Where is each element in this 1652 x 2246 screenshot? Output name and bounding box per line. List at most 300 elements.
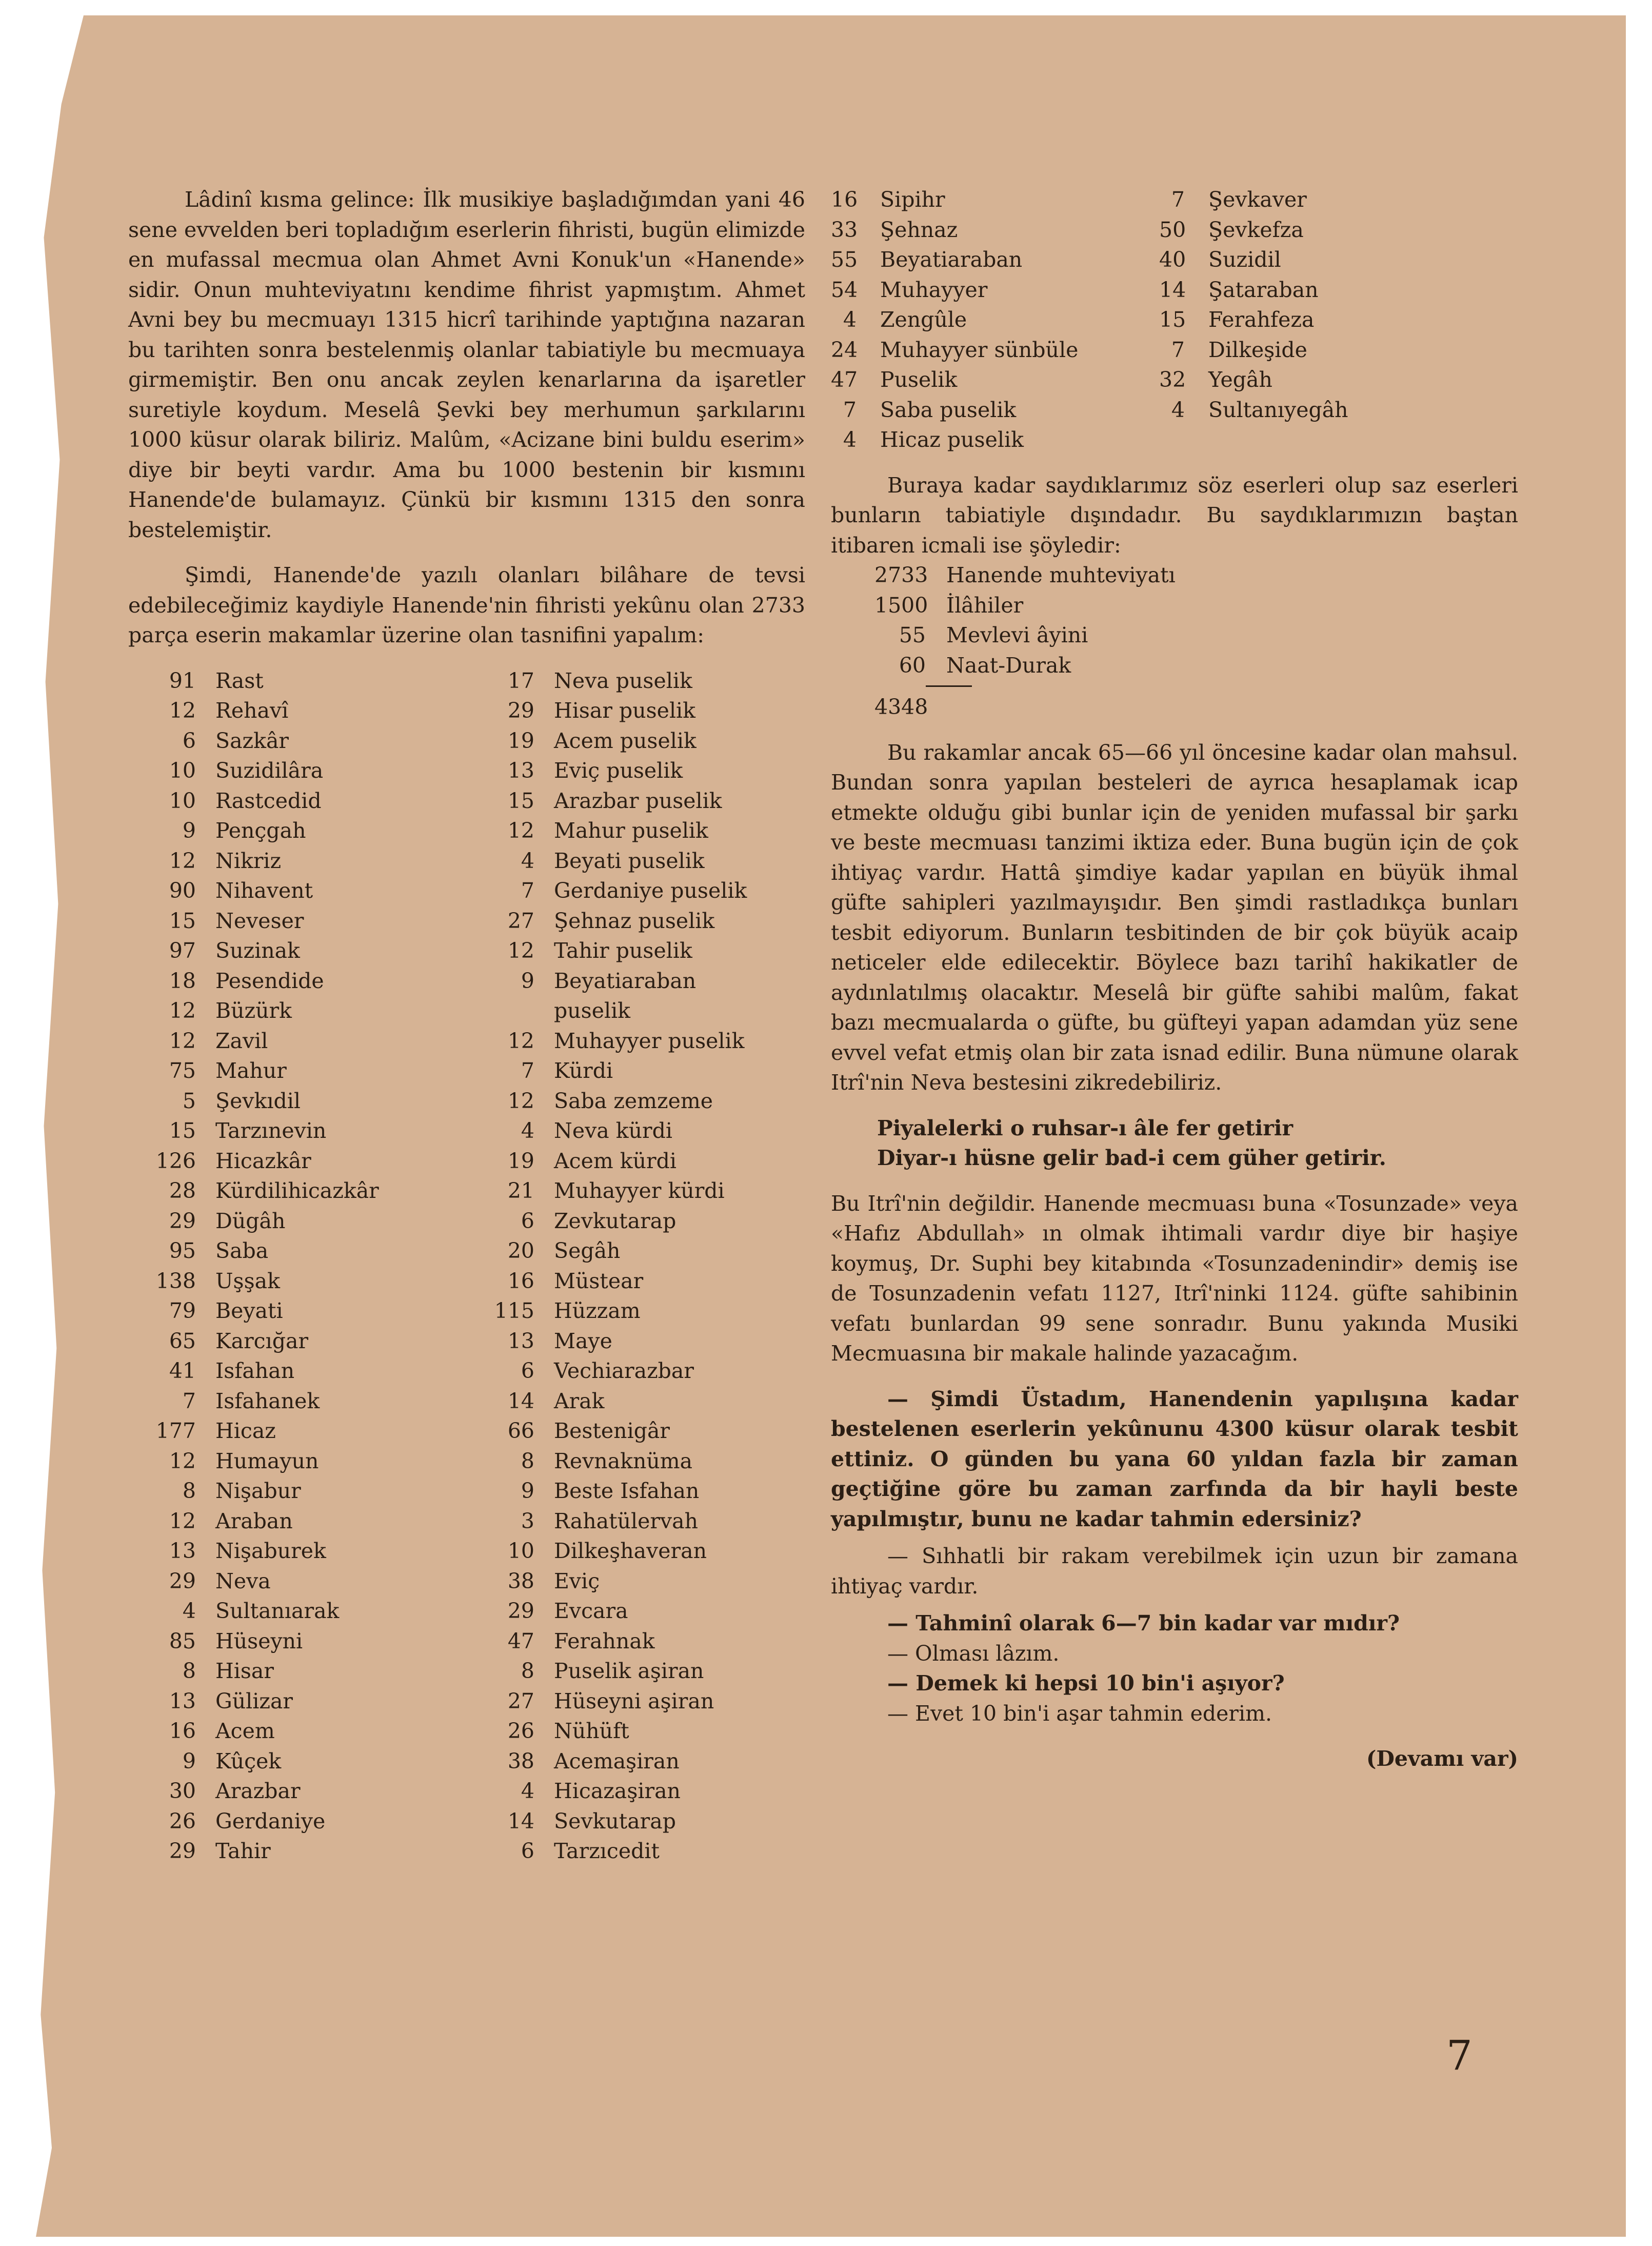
row-makam-name: Ferahnak: [554, 1628, 655, 1653]
table-row: [487, 1116, 805, 1146]
row-count: 9: [521, 1479, 534, 1503]
row-makam-name: Nişaburek: [215, 1539, 326, 1563]
row-count: 12: [507, 1028, 534, 1053]
row-makam-name: Pençgah: [215, 818, 306, 843]
row-count: 41: [169, 1358, 196, 1383]
row-count: 79: [169, 1298, 196, 1323]
row-makam-name: Hüseyni aşiran: [554, 1688, 714, 1713]
row-makam-name: Nihavent: [215, 878, 313, 903]
table-row: [487, 756, 805, 786]
table-row: [487, 936, 805, 966]
table-row: [149, 1326, 467, 1356]
table-row: [487, 1326, 805, 1356]
row-makam-name: Tahir: [215, 1839, 271, 1863]
row-count: 13: [169, 1539, 196, 1563]
table-row: [149, 996, 467, 1026]
table-row: [149, 1086, 467, 1116]
row-count: 14: [507, 1808, 534, 1834]
row-count: 15: [169, 908, 196, 933]
table-row: [831, 305, 1159, 335]
row-count: 8: [521, 1659, 534, 1683]
table-row: [1159, 275, 1518, 305]
row-makam-name: Beyati: [215, 1298, 283, 1323]
row-count: 13: [169, 1688, 196, 1713]
row-makam-name: Beyati puselik: [554, 848, 705, 873]
table-row: [1159, 365, 1518, 395]
paragraph-numbers: Bu rakamlar ancak 65—66 yıl öncesine kadar olan mahsul. Bundan sonra yapılan besteleri de ayrıca hesaplamak icap etmekte olduğu gibi bunlar için de yeniden mufassal bir şarkı ve beste mecmuası tanzimi iktiza eder. Buna bugün için de çok ihtiyaç vardır. Hattâ şimdiye kadar yapılan en büyük ihmal güfte sahipleri yazılmayışıdır. Ben şimdi rastladıkça bunları tesbit ediyorum. Bunların tesbitinden de bir çok büyük acaip neticeler elde edilecektir. Böylece bazı tarihî hakikatler de aydınlatılmış olacaktır. Meselâ bir güfte sahibi malûm, fakat bazı mecmualarda o güfte, bu güfteyi yapan adamdan yüz sene evvel vefat etmiş olan bir zata isnad edilir. Buna nümune olarak Itrî'nin Neva bestesini zikredebiliriz.: [831, 740, 1518, 1095]
row-count: 29: [169, 1568, 196, 1593]
row-count: 12: [507, 1088, 534, 1113]
row-count: 18: [169, 968, 196, 993]
row-count: 14: [1159, 277, 1186, 302]
question-3: — Demek ki hepsi 10 bin'i aşıyor?: [887, 1671, 1285, 1696]
row-makam-name: Karcığar: [215, 1328, 309, 1353]
table-row: [149, 786, 467, 816]
row-makam-name: Acem: [215, 1719, 275, 1743]
row-count: 28: [169, 1178, 196, 1203]
table-row: [487, 1746, 805, 1777]
intro-paragraph: Lâdinî kısma gelince: İlk musikiye başladığımdan yani 46 sene evvelden beri topladığım eserlerin fihristi, bugün elimizde en mufassal mecmua olan Ahmet Avni Konuk'un «Hanende» sidir. Onun muhteviyatını kendime fihrist yapmıştım. Ahmet Avni bey bu mecmuayı 1315 hicrî tarihinde yaptığına nazaran bu tarihten sonra bestelenmiş olanlar tabiatiyle bu mecmuaya girmemiştir. Ben onu ancak zeylen kenarlarına da işaretler suretiyle koydum. Meselâ Şevki bey merhumun şarkılarını 1000 küsur olarak biliriz. Malûm, «Acizane bini buldu eserim» diye bir beyti vardır. Ama bu 1000 bestenin bir kısmını Hanende'de bulamayız. Çünkü bir kısmını 1315 den sonra bestelemiştir.: [128, 187, 805, 542]
row-count: 138: [155, 1268, 196, 1293]
table-row: [487, 996, 805, 1026]
row-makam-name: Hüzzam: [554, 1298, 641, 1323]
table-row: [831, 425, 1159, 455]
row-makam-name: Arazbar: [215, 1779, 301, 1803]
row-count: 66: [507, 1418, 534, 1443]
row-count: 29: [169, 1208, 196, 1233]
row-makam-name: Müstear: [554, 1268, 644, 1293]
paragraph-itri: Bu Itrî'nin değildir. Hanende mecmuası buna «Tosunzade» veya «Hafız Abdullah» ın olmak ihtimali vardır diye bir haşiye koymuş, Dr. Suphi bey kitabında «Tosunzadenindir» demiş ise de Tosunzadenin vefatı 1127, Itrî'ninki 1124. güfte sahibinin vefatı bunlardan 99 sene sonradır. Bunu yakında Musiki Mecmuasına bir makale halinde yazacağım.: [831, 1191, 1518, 1366]
row-count: 15: [507, 788, 534, 813]
row-count: 32: [1159, 367, 1186, 392]
row-count: 7: [521, 878, 534, 903]
row-count: 16: [507, 1268, 534, 1293]
row-count: 177: [155, 1418, 196, 1443]
table-row: [487, 1146, 805, 1176]
row-count: 5: [182, 1088, 196, 1113]
row-makam-name: Tarzıcedit: [554, 1839, 660, 1863]
row-count: 12: [507, 818, 534, 843]
table-row: [487, 1446, 805, 1476]
table-row: [487, 1416, 805, 1446]
right-column: [831, 185, 1518, 1774]
table-row: [149, 1596, 467, 1626]
row-count: 8: [182, 1659, 196, 1683]
table-row: [874, 590, 1518, 621]
row-makam-name: Isfahanek: [215, 1388, 320, 1413]
row-count: 4: [521, 1118, 534, 1143]
row-makam-name: Hisar: [215, 1659, 274, 1683]
row-makam-name: Arak: [554, 1388, 605, 1413]
row-makam-name: Neva kürdi: [554, 1118, 672, 1143]
row-count: 55: [899, 623, 926, 647]
row-count: 7: [1171, 187, 1185, 212]
table-row: [487, 1056, 805, 1086]
row-makam-name: Muhayyer: [880, 277, 988, 302]
poem-line-1: Piyalelerki o ruhsar-ı âle fer getirir: [877, 1115, 1293, 1140]
row-count: 29: [507, 698, 534, 723]
row-count: 12: [169, 698, 196, 723]
row-makam-name: Beyatiaraban: [880, 247, 1023, 272]
row-count: 50: [1159, 217, 1186, 242]
row-count: 15: [1159, 307, 1186, 332]
table-row: [487, 1596, 805, 1626]
row-count: 90: [169, 878, 196, 903]
row-makam-name: Pesendide: [215, 968, 324, 993]
row-count: 24: [831, 337, 858, 362]
page-number: 7: [1446, 2032, 1472, 2079]
row-count: 12: [169, 1028, 196, 1053]
row-count: 95: [169, 1238, 196, 1263]
table-row: [149, 1806, 467, 1837]
table-row: [831, 245, 1159, 275]
row-count: 29: [507, 1599, 534, 1623]
table-row: [487, 1086, 805, 1116]
question-1: — Şimdi Üstadım, Hanendenin yapılışına kadar bestelenen eserlerin yekûnunu 4300 küsur olarak tesbit ettiniz. O günden bu yana 60 yıldan fazla bir zaman geçtiğine göre bu zaman zarfında da bir hayli beste yapılmıştır, bunu ne kadar tahmin edersiniz?: [831, 1386, 1518, 1531]
row-count: 17: [507, 668, 534, 693]
table-row: [149, 1356, 467, 1386]
row-makam-name: Muhayyer puselik: [554, 1028, 745, 1053]
row-makam-name: Dilkeşide: [1208, 337, 1307, 362]
row-count: 85: [169, 1628, 196, 1653]
makam-table-col-2: [487, 666, 805, 1866]
row-makam-name: Mevlevi âyini: [946, 623, 1088, 647]
table-row: [487, 876, 805, 906]
table-row: [487, 1506, 805, 1536]
row-makam-name: Şehnaz: [880, 217, 958, 242]
table-row: [487, 1776, 805, 1806]
table-row: [149, 1656, 467, 1686]
table-row: [1159, 245, 1518, 275]
row-makam-name: Araban: [215, 1508, 293, 1533]
table-row: [487, 696, 805, 726]
table-row: [487, 1566, 805, 1597]
table-row: [149, 1476, 467, 1506]
table-row: [487, 1686, 805, 1717]
row-count: 7: [521, 1058, 534, 1083]
row-count: 26: [507, 1719, 534, 1743]
row-makam-name: Isfahan: [215, 1358, 295, 1383]
row-makam-name: Suzidil: [1208, 247, 1281, 272]
row-makam-name: Gerdaniye puselik: [554, 878, 747, 903]
question-2: — Tahminî olarak 6—7 bin kadar var mıdır?: [887, 1611, 1400, 1636]
row-makam-name: Mahur puselik: [554, 818, 708, 843]
row-makam-name: Muhayyer sünbüle: [880, 337, 1079, 362]
table-row: [487, 666, 805, 696]
table-row: [487, 1266, 805, 1296]
grand-total: 4348: [874, 695, 928, 719]
table-row: [487, 846, 805, 876]
row-makam-name: Nühüft: [554, 1719, 629, 1743]
row-makam-name: Sipihr: [880, 187, 945, 212]
makam-table-col-1: [149, 666, 467, 1866]
table-row: [149, 1266, 467, 1296]
row-count: 13: [507, 1328, 534, 1353]
row-makam-name: Kürdi: [554, 1058, 613, 1083]
row-count: 6: [182, 728, 196, 753]
row-count: 8: [182, 1479, 196, 1503]
row-makam-name: Hisar puselik: [554, 698, 696, 723]
row-count: 54: [831, 277, 858, 302]
table-row: [149, 1416, 467, 1446]
row-makam-name: Şevkefza: [1208, 217, 1304, 242]
row-makam-name: puselik: [554, 998, 631, 1023]
table-row: [149, 1566, 467, 1597]
table-row: [831, 215, 1159, 245]
row-count: 4: [843, 307, 857, 332]
row-makam-name: Şevkıdil: [215, 1088, 301, 1113]
table-row: [1159, 185, 1518, 215]
table-row: [874, 620, 1518, 651]
row-count: 2733: [874, 563, 928, 587]
row-makam-name: Revnaknüma: [554, 1448, 693, 1473]
row-makam-name: Şehnaz puselik: [554, 908, 715, 933]
row-count: 60: [899, 653, 926, 678]
table-row: [487, 786, 805, 816]
row-count: 4: [182, 1599, 196, 1623]
table-row: [149, 1746, 467, 1777]
row-count: 7: [182, 1388, 196, 1413]
answer-3: — Evet 10 bin'i aşar tahmin ederim.: [887, 1701, 1272, 1726]
makam-table-right: [831, 185, 1518, 455]
table-row: [149, 906, 467, 936]
table-row: [487, 1026, 805, 1056]
row-count: 91: [169, 668, 196, 693]
totals-list: [831, 560, 1518, 722]
table-row: [149, 1686, 467, 1717]
row-makam-name: Kûçek: [215, 1748, 282, 1774]
table-row: [149, 1536, 467, 1566]
summary-intro: Buraya kadar saydıklarımız söz eserleri olup saz eserleri bunların tabiatiyle dışındadır. Bu saydıklarımızın baştan itibaren icmali ise şöyledir:: [831, 472, 1518, 558]
second-paragraph: Şimdi, Hanende'de yazılı olanları bilâhare de tevsi edebileceğimiz kaydiyle Hanende'nin fihristi yekûnu olan 2733 parça eserin makamlar üzerine olan tasnifini yapalım:: [128, 563, 805, 647]
table-row: [487, 1806, 805, 1837]
table-row: [487, 1386, 805, 1416]
table-row: [149, 966, 467, 996]
row-count: 27: [507, 908, 534, 933]
row-makam-name: Kürdilihicazkâr: [215, 1178, 379, 1203]
row-count: 9: [182, 818, 196, 843]
row-count: 97: [169, 938, 196, 963]
row-count: 4: [521, 1779, 534, 1803]
row-count: 38: [507, 1748, 534, 1774]
row-count: 33: [831, 217, 858, 242]
row-makam-name: Neveser: [215, 908, 304, 933]
table-row: [149, 1026, 467, 1056]
row-count: 65: [169, 1328, 196, 1353]
row-makam-name: Tahir puselik: [554, 938, 692, 963]
row-makam-name: Rast: [215, 668, 264, 693]
table-row: [149, 1506, 467, 1536]
row-count: 47: [831, 367, 858, 392]
row-count: 26: [169, 1808, 196, 1834]
row-makam-name: Vechiarazbar: [554, 1358, 694, 1383]
row-count: 4: [521, 848, 534, 873]
row-makam-name: İlâhiler: [946, 593, 1024, 618]
row-makam-name: Muhayyer kürdi: [554, 1178, 725, 1203]
row-count: 27: [507, 1688, 534, 1713]
row-count: 75: [169, 1058, 196, 1083]
row-count: 115: [494, 1298, 534, 1323]
sum-line: [926, 685, 972, 687]
row-count: 8: [521, 1448, 534, 1473]
table-row: [831, 335, 1159, 365]
row-count: 7: [1171, 337, 1185, 362]
row-makam-name: Gerdaniye: [215, 1808, 326, 1834]
table-row: [874, 651, 1518, 681]
row-makam-name: Sazkâr: [215, 728, 289, 753]
row-makam-name: Acemaşiran: [554, 1748, 680, 1774]
row-makam-name: Suzidilâra: [215, 758, 324, 783]
row-makam-name: Nişabur: [215, 1479, 301, 1503]
row-count: 40: [1159, 247, 1186, 272]
table-row: [149, 846, 467, 876]
row-makam-name: Dilkeşhaveran: [554, 1539, 707, 1563]
row-makam-name: Uşşak: [215, 1268, 280, 1293]
row-makam-name: Sevkutarap: [554, 1808, 676, 1834]
row-makam-name: Humayun: [215, 1448, 319, 1473]
table-row: [487, 1476, 805, 1506]
row-count: 6: [521, 1839, 534, 1863]
table-row: [831, 395, 1159, 425]
poem-line-2: Diyar-ı hüsne gelir bad-i cem güher getirir.: [877, 1146, 1386, 1170]
row-makam-name: Rehavî: [215, 698, 289, 723]
table-row: [1159, 395, 1518, 425]
makam-table-col-3: [831, 185, 1159, 455]
row-makam-name: Suzinak: [215, 938, 300, 963]
table-row: [1159, 335, 1518, 365]
row-makam-name: Hüseyni: [215, 1628, 303, 1653]
row-makam-name: Naat-Durak: [946, 653, 1071, 678]
row-makam-name: Puselik: [880, 367, 958, 392]
left-column: [128, 185, 805, 1866]
row-makam-name: Gülizar: [215, 1688, 293, 1713]
table-row: [149, 816, 467, 846]
table-row: [149, 1776, 467, 1806]
row-count: 21: [507, 1178, 534, 1203]
table-row: [487, 1536, 805, 1566]
row-makam-name: Hicazkâr: [215, 1148, 311, 1173]
table-row: [149, 876, 467, 906]
table-row: [149, 1116, 467, 1146]
row-makam-name: Nikriz: [215, 848, 282, 873]
row-count: 12: [169, 848, 196, 873]
row-count: 10: [169, 788, 196, 813]
table-row: [1159, 305, 1518, 335]
row-count: 15: [169, 1118, 196, 1143]
makam-table: [128, 666, 805, 1866]
table-row: [487, 1626, 805, 1657]
row-makam-name: Rahatülervah: [554, 1508, 698, 1533]
row-makam-name: Neva puselik: [554, 668, 692, 693]
table-row: [149, 1236, 467, 1266]
row-count: 6: [521, 1358, 534, 1383]
row-count: 30: [169, 1779, 196, 1803]
table-row: [487, 1236, 805, 1266]
row-makam-name: Neva: [215, 1568, 271, 1593]
row-count: 6: [521, 1208, 534, 1233]
row-count: 1500: [874, 593, 928, 618]
table-row: [149, 696, 467, 726]
table-row: [831, 275, 1159, 305]
row-makam-name: Acem puselik: [554, 728, 696, 753]
row-makam-name: Hicaz: [215, 1418, 276, 1443]
row-makam-name: Beste Isfahan: [554, 1479, 700, 1503]
row-count: 9: [521, 968, 534, 993]
table-row: [149, 1836, 467, 1866]
table-row: [149, 1146, 467, 1176]
row-makam-name: Beyatiaraban: [554, 968, 696, 993]
row-count: 14: [507, 1388, 534, 1413]
table-row: [149, 1056, 467, 1086]
row-count: 4: [1171, 397, 1185, 422]
row-count: 19: [507, 728, 534, 753]
row-makam-name: Saba puselik: [880, 397, 1017, 422]
table-row: [149, 756, 467, 786]
row-makam-name: Hanende muhteviyatı: [946, 563, 1176, 587]
row-makam-name: Ferahfeza: [1208, 307, 1315, 332]
table-row: [149, 666, 467, 696]
table-row: [487, 1206, 805, 1236]
row-count: 55: [831, 247, 858, 272]
row-makam-name: Büzürk: [215, 998, 292, 1023]
row-count: 38: [507, 1568, 534, 1593]
row-makam-name: Sultanıyegâh: [1208, 397, 1348, 422]
totals-rows: [874, 560, 1518, 680]
table-row: [487, 966, 805, 996]
row-count: 47: [507, 1628, 534, 1653]
row-makam-name: Rastcedid: [215, 788, 322, 813]
row-count: 4: [843, 427, 857, 452]
continued-note: (Devamı var): [1366, 1746, 1518, 1771]
table-row: [149, 1626, 467, 1657]
row-count: 16: [831, 187, 858, 212]
row-count: 19: [507, 1148, 534, 1173]
row-count: 3: [521, 1508, 534, 1533]
table-row: [487, 906, 805, 936]
table-row: [149, 1386, 467, 1416]
row-makam-name: Saba zemzeme: [554, 1088, 713, 1113]
table-row: [149, 726, 467, 756]
table-row: [487, 816, 805, 846]
row-makam-name: Zavil: [215, 1028, 268, 1053]
row-count: 10: [507, 1539, 534, 1563]
table-row: [831, 365, 1159, 395]
table-row: [487, 1296, 805, 1326]
row-makam-name: Eviç: [554, 1568, 600, 1593]
table-row: [487, 1176, 805, 1206]
row-makam-name: Saba: [215, 1238, 269, 1263]
table-row: [487, 1656, 805, 1686]
row-count: 12: [169, 1448, 196, 1473]
table-row: [874, 560, 1518, 590]
row-makam-name: Evcara: [554, 1599, 628, 1623]
row-count: 126: [155, 1148, 196, 1173]
row-makam-name: Arazbar puselik: [554, 788, 722, 813]
table-row: [487, 1836, 805, 1866]
row-makam-name: Segâh: [554, 1238, 621, 1263]
row-makam-name: Tarzınevin: [215, 1118, 327, 1143]
answer-2: — Olması lâzım.: [887, 1641, 1060, 1666]
makam-table-col-4: [1159, 185, 1518, 455]
row-makam-name: Dügâh: [215, 1208, 286, 1233]
row-makam-name: Bestenigâr: [554, 1418, 670, 1443]
row-count: 9: [182, 1748, 196, 1774]
table-row: [149, 1716, 467, 1746]
row-count: 29: [169, 1839, 196, 1863]
table-row: [487, 726, 805, 756]
table-row: [149, 1296, 467, 1326]
row-count: 7: [843, 397, 857, 422]
